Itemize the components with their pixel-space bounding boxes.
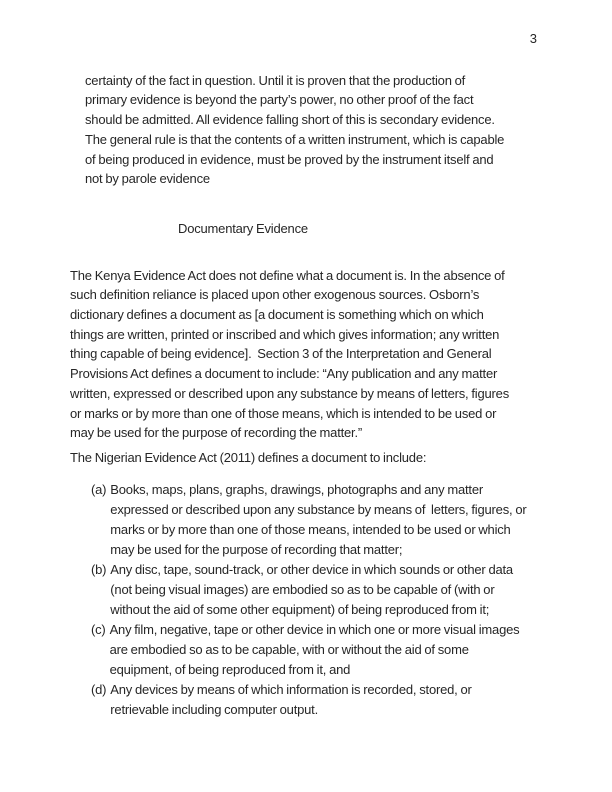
- page-number: 3: [529, 31, 537, 46]
- list-item-marker: (b): [91, 561, 107, 577]
- list-item: [91, 680, 572, 720]
- list-item-text: [110, 560, 513, 620]
- text-line: Any devices by means of which information is recorded, stored, or: [110, 681, 472, 697]
- text-line: marks or by more than one of those means, intended to be used or which: [110, 521, 511, 537]
- text-line: The general rule is that the contents of a written instrument, which is capable: [85, 131, 505, 147]
- list-item-marker: (a): [91, 481, 107, 497]
- text-line: things are written, printed or inscribed and which gives information; any written: [70, 326, 500, 342]
- text-line: Any disc, tape, sound-track, or other device in which sounds or other data: [110, 561, 513, 577]
- paragraph-secondary-evidence: [85, 71, 572, 189]
- list-item-marker: (c): [91, 621, 106, 637]
- list-item: [91, 480, 572, 560]
- text-line: not by parole evidence: [85, 171, 210, 187]
- text-line: written, expressed or described upon any substance by means of letters, figures: [70, 385, 510, 401]
- paragraph-nigerian-evidence-act-intro: The Nigerian Evidence Act (2011) defines a document to include:: [70, 449, 427, 465]
- text-line: may be used for the purpose of recording that matter;: [110, 541, 403, 557]
- list-item-text: [110, 680, 471, 720]
- document-definition-list: [91, 480, 572, 720]
- text-line: are embodied so as to be capable, with or without the aid of some: [109, 641, 469, 657]
- text-line: retrievable including computer output.: [110, 701, 318, 717]
- text-line: dictionary defines a document as [a document is something which on which: [70, 307, 484, 323]
- text-line: or marks or by more than one of those means, which is intended to be used or: [70, 405, 497, 421]
- text-line: primary evidence is beyond the party’s power, no other proof of the fact: [85, 92, 474, 108]
- list-item-text: [110, 480, 526, 560]
- text-line: (not being visual images) are embodied so as to be capable of (with or: [110, 581, 495, 597]
- text-line: certainty of the fact in question. Until it is proven that the production of: [85, 72, 466, 88]
- list-item: [91, 560, 572, 620]
- text-line: expressed or described upon any substance by means of letters, figures, or: [110, 501, 527, 517]
- text-line: Provisions Act defines a document to include: “Any publication and any matter: [70, 366, 498, 382]
- text-line: equipment, of being reproduced from it, and: [109, 661, 351, 677]
- text-line: of being produced in evidence, must be proved by the instrument itself and: [85, 151, 494, 167]
- text-line: Books, maps, plans, graphs, drawings, photographs and any matter: [110, 481, 483, 497]
- text-line: without the aid of some other equipment) of being reproduced from it;: [110, 601, 490, 617]
- list-item: [91, 620, 572, 680]
- text-line: The Kenya Evidence Act does not define what a document is. In the absence of: [70, 267, 505, 283]
- section-heading-documentary-evidence: Documentary Evidence: [178, 220, 308, 236]
- text-line: may be used for the purpose of recording the matter.”: [70, 425, 363, 441]
- text-line: thing capable of being evidence]. Section 3 of the Interpretation and General: [70, 346, 492, 362]
- list-item-marker: (d): [91, 681, 107, 697]
- text-line: such definition reliance is placed upon other exogenous sources. Osborn’s: [70, 287, 480, 303]
- text-line: Any film, negative, tape or other device in which one or more visual images: [109, 621, 520, 637]
- list-item-text: [110, 620, 520, 680]
- text-line: should be admitted. All evidence falling short of this is secondary evidence.: [85, 112, 495, 128]
- paragraph-kenya-evidence-act: [70, 266, 572, 443]
